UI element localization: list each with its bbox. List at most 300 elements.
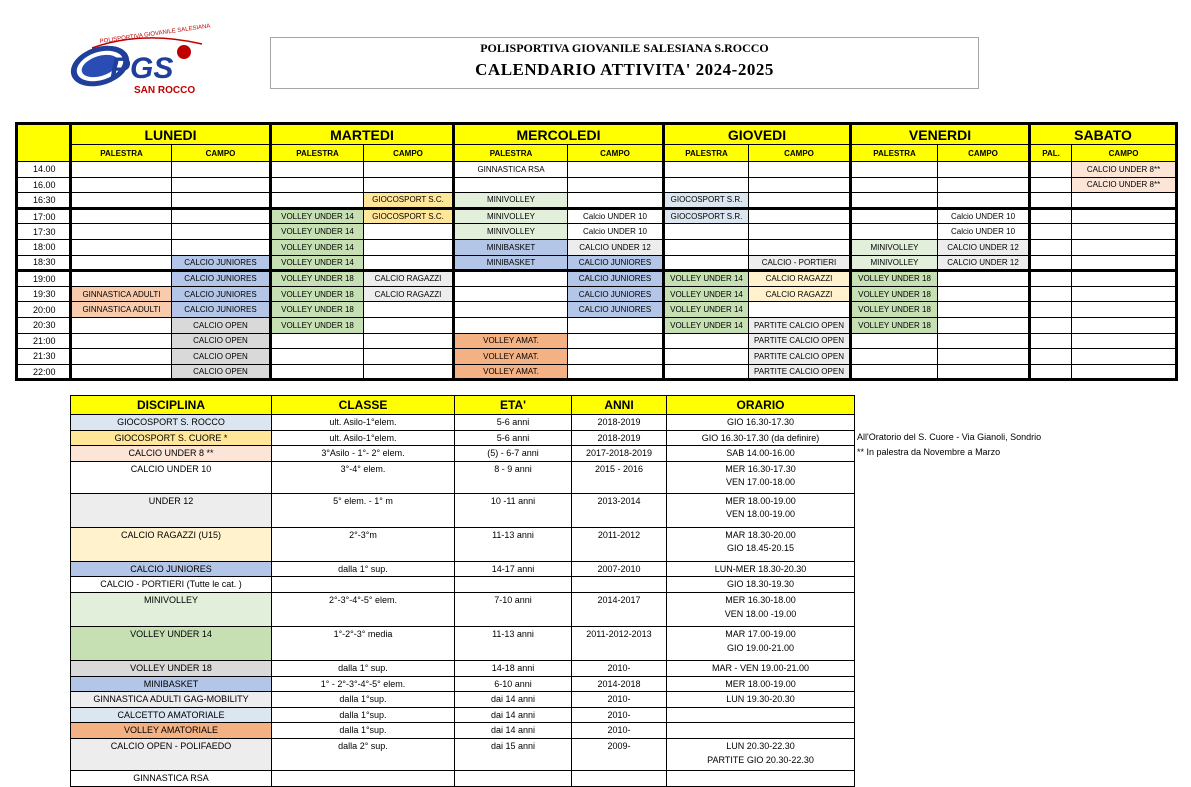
day-header: MERCOLEDI xyxy=(454,124,664,145)
empty-cell xyxy=(1030,193,1072,209)
schedule-row xyxy=(17,317,1177,333)
orario-line: MAR 17.00-19.00 xyxy=(725,628,796,639)
info-anni: 2011-2012 xyxy=(572,527,667,561)
info-orario xyxy=(667,561,855,577)
schedule-row xyxy=(17,271,1177,287)
empty-cell xyxy=(172,193,271,209)
info-classe: 2°-3°-4°-5° elem. xyxy=(272,592,455,626)
info-disciplina: VOLLEY AMATORIALE xyxy=(71,723,272,739)
discipline-row xyxy=(71,723,855,739)
activity-cell: VOLLEY UNDER 14 xyxy=(664,271,749,287)
empty-cell xyxy=(851,177,938,193)
empty-cell xyxy=(568,364,664,380)
orario-line: MER 16.30-18.00 xyxy=(725,594,796,605)
empty-cell xyxy=(364,317,454,333)
info-classe: 2°-3°m xyxy=(272,527,455,561)
info-classe: ult. Asilo-1°elem. xyxy=(272,430,455,446)
info-classe: 3°Asilo - 1°- 2° elem. xyxy=(272,446,455,462)
activity-cell: CALCIO JUNIORES xyxy=(172,271,271,287)
venue-header-row xyxy=(17,145,1177,162)
empty-cell xyxy=(938,162,1030,178)
discipline-row xyxy=(71,707,855,723)
activity-cell: VOLLEY UNDER 14 xyxy=(271,255,364,271)
activity-cell: CALCIO UNDER 8** xyxy=(1072,162,1177,178)
activity-cell: CALCIO RAGAZZI xyxy=(749,286,851,302)
empty-cell xyxy=(1072,224,1177,240)
info-column-header: ETA' xyxy=(455,396,572,415)
schedule-row xyxy=(17,255,1177,271)
orario-line: LUN 19.30-20.30 xyxy=(726,694,795,705)
empty-cell xyxy=(71,333,172,349)
empty-cell xyxy=(1030,255,1072,271)
info-orario xyxy=(667,660,855,676)
info-orario xyxy=(667,446,855,462)
empty-cell xyxy=(664,333,749,349)
venue-header: CAMPO xyxy=(364,145,454,162)
info-anni: 2009- xyxy=(572,738,667,770)
info-orario xyxy=(667,738,855,770)
empty-cell xyxy=(454,302,568,318)
empty-cell xyxy=(454,177,568,193)
activity-cell: Calcio UNDER 10 xyxy=(938,208,1030,224)
time-slot: 21:00 xyxy=(17,333,71,349)
activity-cell: MINIVOLLEY xyxy=(851,255,938,271)
orario-line: MAR - VEN 19.00-21.00 xyxy=(711,662,810,673)
info-disciplina: VOLLEY UNDER 14 xyxy=(71,626,272,660)
info-disciplina: CALCIO UNDER 10 xyxy=(71,461,272,493)
activity-cell: VOLLEY UNDER 14 xyxy=(664,286,749,302)
empty-cell xyxy=(71,239,172,255)
info-classe: 1°-2°-3° media xyxy=(272,626,455,660)
schedule-row xyxy=(17,349,1177,365)
orario-line: GIO 19.00-21.00 xyxy=(726,642,795,653)
activity-cell: MINIVOLLEY xyxy=(454,224,568,240)
info-classe: 5° elem. - 1° m xyxy=(272,493,455,527)
empty-cell xyxy=(938,333,1030,349)
info-eta: dai 14 anni xyxy=(455,723,572,739)
empty-cell xyxy=(1030,224,1072,240)
info-eta: 5-6 anni xyxy=(455,415,572,431)
empty-cell xyxy=(1072,302,1177,318)
info-column-header: ANNI xyxy=(572,396,667,415)
info-eta: dai 15 anni xyxy=(455,738,572,770)
discipline-row xyxy=(71,738,855,770)
empty-cell xyxy=(364,177,454,193)
empty-cell xyxy=(664,162,749,178)
weekly-schedule-table xyxy=(15,122,1178,381)
activity-cell: CALCIO OPEN xyxy=(172,364,271,380)
info-anni: 2013-2014 xyxy=(572,493,667,527)
day-header: LUNEDI xyxy=(71,124,271,145)
info-classe: 1° - 2°-3°-4°-5° elem. xyxy=(272,676,455,692)
empty-cell xyxy=(568,349,664,365)
activity-cell: VOLLEY UNDER 18 xyxy=(271,317,364,333)
empty-cell xyxy=(71,255,172,271)
activity-cell: VOLLEY UNDER 14 xyxy=(664,302,749,318)
orario-line: VEN 17.00-18.00 xyxy=(725,477,796,488)
time-slot: 14.00 xyxy=(17,162,71,178)
info-eta xyxy=(455,577,572,593)
discipline-row xyxy=(71,770,855,786)
venue-header: CAMPO xyxy=(749,145,851,162)
activity-cell: CALCIO JUNIORES xyxy=(568,271,664,287)
day-header: SABATO xyxy=(1030,124,1177,145)
activity-cell: VOLLEY UNDER 18 xyxy=(851,286,938,302)
empty-cell xyxy=(1072,333,1177,349)
empty-cell xyxy=(749,162,851,178)
activity-cell: PARTITE CALCIO OPEN xyxy=(749,317,851,333)
activity-cell: VOLLEY UNDER 18 xyxy=(271,271,364,287)
info-orario xyxy=(667,577,855,593)
empty-cell xyxy=(364,302,454,318)
empty-cell xyxy=(664,349,749,365)
info-classe: dalla 1° sup. xyxy=(272,660,455,676)
empty-cell xyxy=(664,224,749,240)
info-eta: dai 14 anni xyxy=(455,707,572,723)
empty-cell xyxy=(1072,255,1177,271)
info-classe: dalla 1° sup. xyxy=(272,561,455,577)
activity-cell: GINNASTICA ADULTI xyxy=(71,286,172,302)
activity-cell: PARTITE CALCIO OPEN xyxy=(749,349,851,365)
info-orario xyxy=(667,676,855,692)
day-header: MARTEDI xyxy=(271,124,454,145)
activity-cell: GIOCOSPORT S.R. xyxy=(664,193,749,209)
activity-cell: CALCIO UNDER 12 xyxy=(938,239,1030,255)
logo-top-text: POLISPORTIVA GIOVANILE SALESIANA xyxy=(99,23,211,45)
note-under8: ** In palestra da Novembre a Marzo xyxy=(857,447,1001,457)
empty-cell xyxy=(71,271,172,287)
time-slot: 16.00 xyxy=(17,177,71,193)
info-disciplina: GINNASTICA RSA xyxy=(71,770,272,786)
day-header: VENERDI xyxy=(851,124,1030,145)
activity-cell: VOLLEY AMAT. xyxy=(454,364,568,380)
discipline-row xyxy=(71,415,855,431)
activity-cell: MINIBASKET xyxy=(454,255,568,271)
schedule-row xyxy=(17,364,1177,380)
info-orario xyxy=(667,415,855,431)
discipline-row xyxy=(71,577,855,593)
empty-cell xyxy=(1072,349,1177,365)
empty-cell xyxy=(749,239,851,255)
schedule-row xyxy=(17,302,1177,318)
empty-cell xyxy=(364,349,454,365)
activity-cell: VOLLEY AMAT. xyxy=(454,333,568,349)
activity-cell: CALCIO JUNIORES xyxy=(568,255,664,271)
time-slot: 22:00 xyxy=(17,364,71,380)
empty-cell xyxy=(454,317,568,333)
orario-line: LUN 20.30-22.30 xyxy=(726,740,795,751)
activity-cell: CALCIO UNDER 8** xyxy=(1072,177,1177,193)
empty-cell xyxy=(71,317,172,333)
schedule-row xyxy=(17,239,1177,255)
info-eta: 6-10 anni xyxy=(455,676,572,692)
time-slot: 16:30 xyxy=(17,193,71,209)
activity-cell: CALCIO OPEN xyxy=(172,349,271,365)
empty-cell xyxy=(851,333,938,349)
venue-header: CAMPO xyxy=(938,145,1030,162)
orario-line: PARTITE GIO 20.30-22.30 xyxy=(707,754,814,765)
day-header-row xyxy=(17,124,1177,145)
info-anni: 2011-2012-2013 xyxy=(572,626,667,660)
info-disciplina: MINIBASKET xyxy=(71,676,272,692)
time-slot: 20:00 xyxy=(17,302,71,318)
info-orario xyxy=(667,493,855,527)
time-slot: 18:00 xyxy=(17,239,71,255)
empty-cell xyxy=(71,177,172,193)
schedule-row xyxy=(17,286,1177,302)
schedule-row xyxy=(17,162,1177,178)
info-classe: dalla 2° sup. xyxy=(272,738,455,770)
time-slot: 21:30 xyxy=(17,349,71,365)
info-anni: 2010- xyxy=(572,692,667,708)
info-orario xyxy=(667,626,855,660)
info-orario xyxy=(667,770,855,786)
time-slot: 19:00 xyxy=(17,271,71,287)
discipline-row xyxy=(71,626,855,660)
discipline-row xyxy=(71,692,855,708)
empty-cell xyxy=(1072,239,1177,255)
info-column-header: CLASSE xyxy=(272,396,455,415)
empty-cell xyxy=(1030,177,1072,193)
info-column-header: ORARIO xyxy=(667,396,855,415)
activity-cell: CALCIO JUNIORES xyxy=(568,302,664,318)
empty-cell xyxy=(568,193,664,209)
schedule-row xyxy=(17,177,1177,193)
orario-line: GIO 16.30-17.30 (da definire) xyxy=(701,432,820,443)
venue-header: CAMPO xyxy=(568,145,664,162)
activity-cell: VOLLEY UNDER 18 xyxy=(851,271,938,287)
empty-cell xyxy=(749,224,851,240)
info-classe xyxy=(272,770,455,786)
logo-bottom-text: SAN ROCCO xyxy=(134,85,196,96)
activity-cell: CALCIO JUNIORES xyxy=(172,255,271,271)
activity-cell: Calcio UNDER 10 xyxy=(568,224,664,240)
venue-header: PALESTRA xyxy=(851,145,938,162)
empty-cell xyxy=(364,255,454,271)
activity-cell: PARTITE CALCIO OPEN xyxy=(749,333,851,349)
empty-cell xyxy=(938,177,1030,193)
info-classe: 3°-4° elem. xyxy=(272,461,455,493)
discipline-row xyxy=(71,676,855,692)
info-classe: ult. Asilo-1°elem. xyxy=(272,415,455,431)
empty-cell xyxy=(938,364,1030,380)
discipline-row xyxy=(71,430,855,446)
orario-line: MAR 18.30-20.00 xyxy=(725,529,796,540)
info-eta xyxy=(455,770,572,786)
time-slot: 17:00 xyxy=(17,208,71,224)
empty-cell xyxy=(364,364,454,380)
activity-cell: VOLLEY UNDER 18 xyxy=(851,317,938,333)
discipline-row xyxy=(71,561,855,577)
empty-cell xyxy=(851,224,938,240)
empty-cell xyxy=(71,162,172,178)
empty-cell xyxy=(1072,208,1177,224)
info-anni: 2017-2018-2019 xyxy=(572,446,667,462)
orario-line: GIO 18.30-19.30 xyxy=(726,579,795,590)
empty-cell xyxy=(664,177,749,193)
empty-cell xyxy=(1030,286,1072,302)
info-orario xyxy=(667,592,855,626)
empty-cell xyxy=(1072,364,1177,380)
empty-cell xyxy=(172,162,271,178)
empty-cell xyxy=(749,208,851,224)
empty-cell xyxy=(271,162,364,178)
empty-cell xyxy=(1030,349,1072,365)
activity-cell: GINNASTICA RSA xyxy=(454,162,568,178)
empty-cell xyxy=(271,177,364,193)
activity-cell: VOLLEY UNDER 18 xyxy=(271,286,364,302)
pgs-san-rocco-logo xyxy=(52,23,212,102)
empty-cell xyxy=(1030,271,1072,287)
empty-cell xyxy=(664,255,749,271)
info-orario xyxy=(667,461,855,493)
empty-cell xyxy=(364,239,454,255)
empty-cell xyxy=(271,333,364,349)
discipline-row xyxy=(71,446,855,462)
orario-line: GIO 18.45-20.15 xyxy=(726,543,795,554)
activity-cell: GIOCOSPORT S.R. xyxy=(664,208,749,224)
empty-cell xyxy=(749,193,851,209)
activity-cell: MINIVOLLEY xyxy=(454,193,568,209)
empty-cell xyxy=(1030,364,1072,380)
corner-cell xyxy=(17,124,71,162)
info-anni: 2007-2010 xyxy=(572,561,667,577)
activity-cell: CALCIO - PORTIERI xyxy=(749,255,851,271)
empty-cell xyxy=(1030,333,1072,349)
venue-header: PALESTRA xyxy=(454,145,568,162)
empty-cell xyxy=(71,193,172,209)
orario-line: MER 18.00-19.00 xyxy=(725,678,796,689)
empty-cell xyxy=(1072,286,1177,302)
activity-cell: GIOCOSPORT S.C. xyxy=(364,193,454,209)
schedule-row xyxy=(17,224,1177,240)
info-anni: 2015 - 2016 xyxy=(572,461,667,493)
schedule-row xyxy=(17,333,1177,349)
info-disciplina: GIOCOSPORT S. CUORE * xyxy=(71,430,272,446)
info-eta: 14-17 anni xyxy=(455,561,572,577)
venue-header: CAMPO xyxy=(1072,145,1177,162)
info-orario xyxy=(667,430,855,446)
empty-cell xyxy=(938,349,1030,365)
time-slot: 20:30 xyxy=(17,317,71,333)
venue-header: CAMPO xyxy=(172,145,271,162)
orario-line: MER 16.30-17.30 xyxy=(725,463,796,474)
info-classe xyxy=(272,577,455,593)
info-disciplina: VOLLEY UNDER 18 xyxy=(71,660,272,676)
empty-cell xyxy=(172,177,271,193)
empty-cell xyxy=(664,364,749,380)
empty-cell xyxy=(1072,317,1177,333)
time-slot: 19:30 xyxy=(17,286,71,302)
activity-cell: CALCIO RAGAZZI xyxy=(364,271,454,287)
info-disciplina: GIOCOSPORT S. ROCCO xyxy=(71,415,272,431)
empty-cell xyxy=(568,317,664,333)
note-sacro-cuore: All'Oratorio del S. Cuore - Via Gianoli, Sondrio xyxy=(857,432,1042,442)
time-slot: 17:30 xyxy=(17,224,71,240)
empty-cell xyxy=(1030,162,1072,178)
empty-cell xyxy=(454,286,568,302)
venue-header: PALESTRA xyxy=(664,145,749,162)
activity-cell: CALCIO OPEN xyxy=(172,317,271,333)
activity-cell: CALCIO JUNIORES xyxy=(172,286,271,302)
info-disciplina: CALCETTO AMATORIALE xyxy=(71,707,272,723)
empty-cell xyxy=(938,193,1030,209)
orario-line: SAB 14.00-16.00 xyxy=(726,448,795,459)
info-eta: 11-13 anni xyxy=(455,527,572,561)
empty-cell xyxy=(172,239,271,255)
logo-initials: PGS xyxy=(110,52,174,85)
orario-line: VEN 18.00-19.00 xyxy=(725,509,796,520)
info-classe: dalla 1°sup. xyxy=(272,692,455,708)
activity-cell: CALCIO RAGAZZI xyxy=(364,286,454,302)
info-disciplina: CALCIO - PORTIERI (Tutte le cat. ) xyxy=(71,577,272,593)
empty-cell xyxy=(1072,193,1177,209)
info-classe: dalla 1°sup. xyxy=(272,707,455,723)
calendar-title: CALENDARIO ATTIVITA' 2024-2025 xyxy=(475,60,774,79)
info-eta: 11-13 anni xyxy=(455,626,572,660)
empty-cell xyxy=(568,162,664,178)
day-header: GIOVEDI xyxy=(664,124,851,145)
empty-cell xyxy=(568,333,664,349)
info-anni: 2010- xyxy=(572,660,667,676)
activity-cell: VOLLEY UNDER 14 xyxy=(271,208,364,224)
empty-cell xyxy=(172,208,271,224)
empty-cell xyxy=(749,177,851,193)
organization-name: POLISPORTIVA GIOVANILE SALESIANA S.ROCCO xyxy=(480,41,769,55)
activity-cell: VOLLEY UNDER 18 xyxy=(271,302,364,318)
info-eta: 14-18 anni xyxy=(455,660,572,676)
info-disciplina: MINIVOLLEY xyxy=(71,592,272,626)
info-orario xyxy=(667,707,855,723)
discipline-info-table xyxy=(70,395,855,787)
info-orario xyxy=(667,723,855,739)
empty-cell xyxy=(938,317,1030,333)
activity-cell: MINIBASKET xyxy=(454,239,568,255)
empty-cell xyxy=(568,177,664,193)
info-disciplina: UNDER 12 xyxy=(71,493,272,527)
info-column-header: DISCIPLINA xyxy=(71,396,272,415)
empty-cell xyxy=(71,349,172,365)
activity-cell: CALCIO JUNIORES xyxy=(568,286,664,302)
empty-cell xyxy=(938,271,1030,287)
info-disciplina: CALCIO JUNIORES xyxy=(71,561,272,577)
empty-cell xyxy=(364,162,454,178)
info-disciplina: GINNASTICA ADULTI GAG-MOBILITY xyxy=(71,692,272,708)
empty-cell xyxy=(71,208,172,224)
info-disciplina: CALCIO RAGAZZI (U15) xyxy=(71,527,272,561)
activity-cell: CALCIO JUNIORES xyxy=(172,302,271,318)
orario-line: VEN 18.00 -19.00 xyxy=(724,608,797,619)
orario-line: GIO 16.30-17.30 xyxy=(726,417,795,427)
activity-cell: PARTITE CALCIO OPEN xyxy=(749,364,851,380)
empty-cell xyxy=(851,364,938,380)
empty-cell xyxy=(749,302,851,318)
info-anni: 2010- xyxy=(572,723,667,739)
empty-cell xyxy=(364,224,454,240)
info-eta: (5) - 6-7 anni xyxy=(455,446,572,462)
empty-cell xyxy=(1030,302,1072,318)
activity-cell: MINIVOLLEY xyxy=(454,208,568,224)
info-classe: dalla 1°sup. xyxy=(272,723,455,739)
info-anni: 2014-2017 xyxy=(572,592,667,626)
empty-cell xyxy=(938,302,1030,318)
activity-cell: Calcio UNDER 10 xyxy=(568,208,664,224)
info-anni: 2010- xyxy=(572,707,667,723)
empty-cell xyxy=(851,162,938,178)
title-box xyxy=(270,37,979,89)
info-disciplina: CALCIO UNDER 8 ** xyxy=(71,446,272,462)
activity-cell: CALCIO UNDER 12 xyxy=(938,255,1030,271)
